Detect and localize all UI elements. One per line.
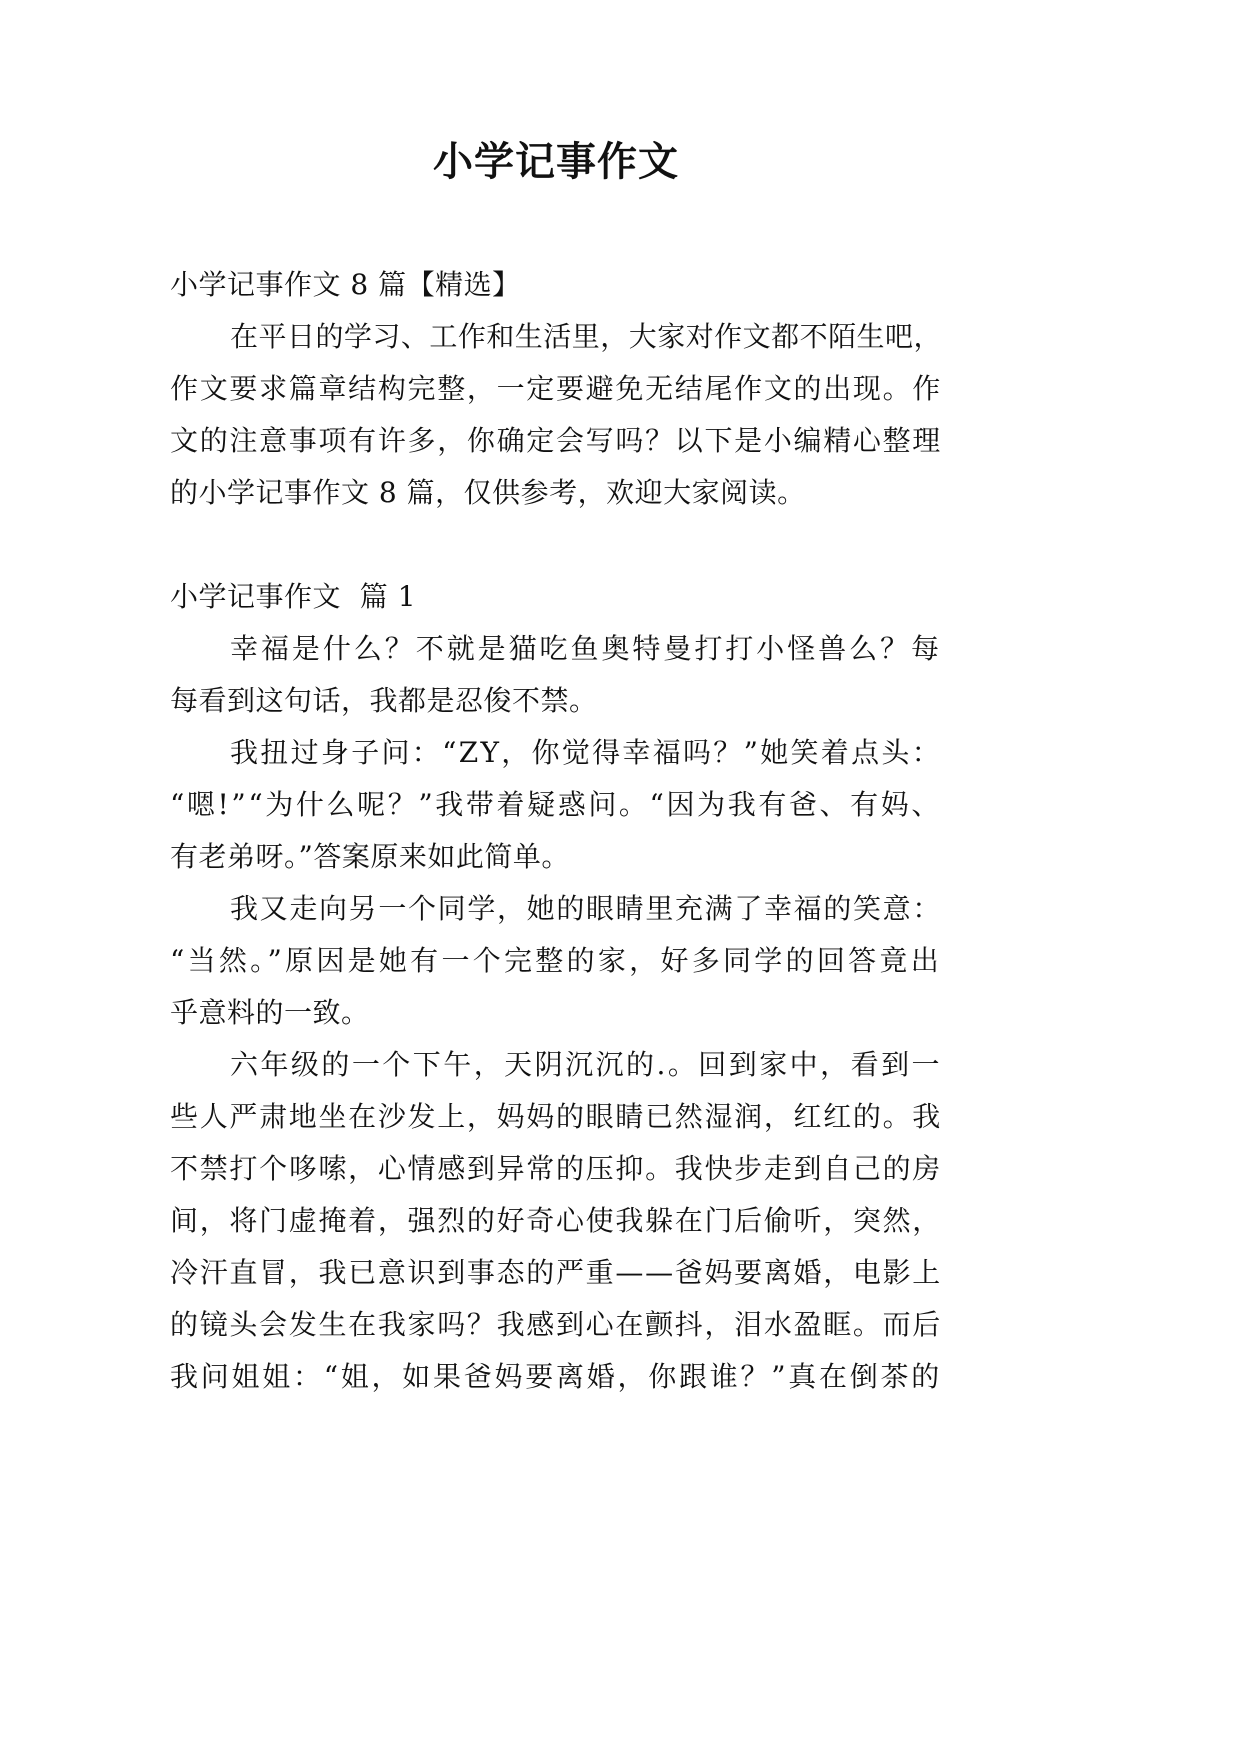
paragraph-line: 不禁打个哆嗦，心情感到异常的压抑。我快步走到自己的房 — [170, 1152, 942, 1185]
paragraph — [170, 727, 942, 883]
paragraph-line: 间，将门虚掩着，强烈的好奇心使我躲在门后偷听，突然， — [170, 1204, 942, 1237]
paragraph-line: 在平日的学习、工作和生活里，大家对作文都不陌生吧， — [230, 320, 942, 353]
document-title: 小学记事作文 — [433, 138, 679, 185]
intro-paragraph — [170, 311, 942, 519]
paragraph-line: 的镜头会发生在我家吗？我感到心在颤抖，泪水盈眶。而后 — [170, 1308, 942, 1341]
paragraph-line: 文的注意事项有许多，你确定会写吗？以下是小编精心整理 — [170, 424, 942, 457]
paragraph-line: 作文要求篇章结构完整，一定要避免无结尾作文的出现。作 — [170, 372, 942, 405]
paragraph-line: 幸福是什么？不就是猫吃鱼奥特曼打打小怪兽么？每 — [230, 632, 942, 665]
paragraph-line: “当然。”原因是她有一个完整的家，好多同学的回答竟出 — [170, 944, 942, 977]
paragraph-line: 的小学记事作文 8 篇，仅供参考，欢迎大家阅读。 — [170, 476, 806, 509]
paragraph-line: 乎意料的一致。 — [170, 996, 370, 1029]
paragraph-line: 我又走向另一个同学，她的眼睛里充满了幸福的笑意： — [230, 892, 942, 925]
paragraph-line: 我扭过身子问：“ZY，你觉得幸福吗？”她笑着点头： — [230, 736, 942, 769]
section-heading: 小学记事作文 篇 1 — [170, 580, 417, 613]
paragraph-line: 冷汗直冒，我已意识到事态的严重——爸妈要离婚，电影上 — [170, 1256, 942, 1289]
paragraph — [170, 1039, 942, 1403]
paragraph-line: 有老弟呀。”答案原来如此简单。 — [170, 840, 570, 873]
paragraph-line: 每看到这句话，我都是忍俊不禁。 — [170, 684, 598, 717]
paragraph-line: “嗯!”“为什么呢？”我带着疑惑问。“因为我有爸、有妈、 — [170, 788, 942, 821]
paragraph — [170, 623, 942, 727]
document-subtitle: 小学记事作文 8 篇【精选】 — [170, 268, 521, 301]
paragraph-line: 我问姐姐：“姐，如果爸妈要离婚，你跟谁？”真在倒茶的 — [170, 1360, 942, 1393]
document-body — [170, 259, 942, 1403]
blank-line — [170, 519, 942, 571]
paragraph — [170, 883, 942, 1039]
paragraph-line: 些人严肃地坐在沙发上，妈妈的眼睛已然湿润，红红的。我 — [170, 1100, 942, 1133]
paragraph-line: 六年级的一个下午，天阴沉沉的.。回到家中，看到一 — [230, 1048, 942, 1081]
